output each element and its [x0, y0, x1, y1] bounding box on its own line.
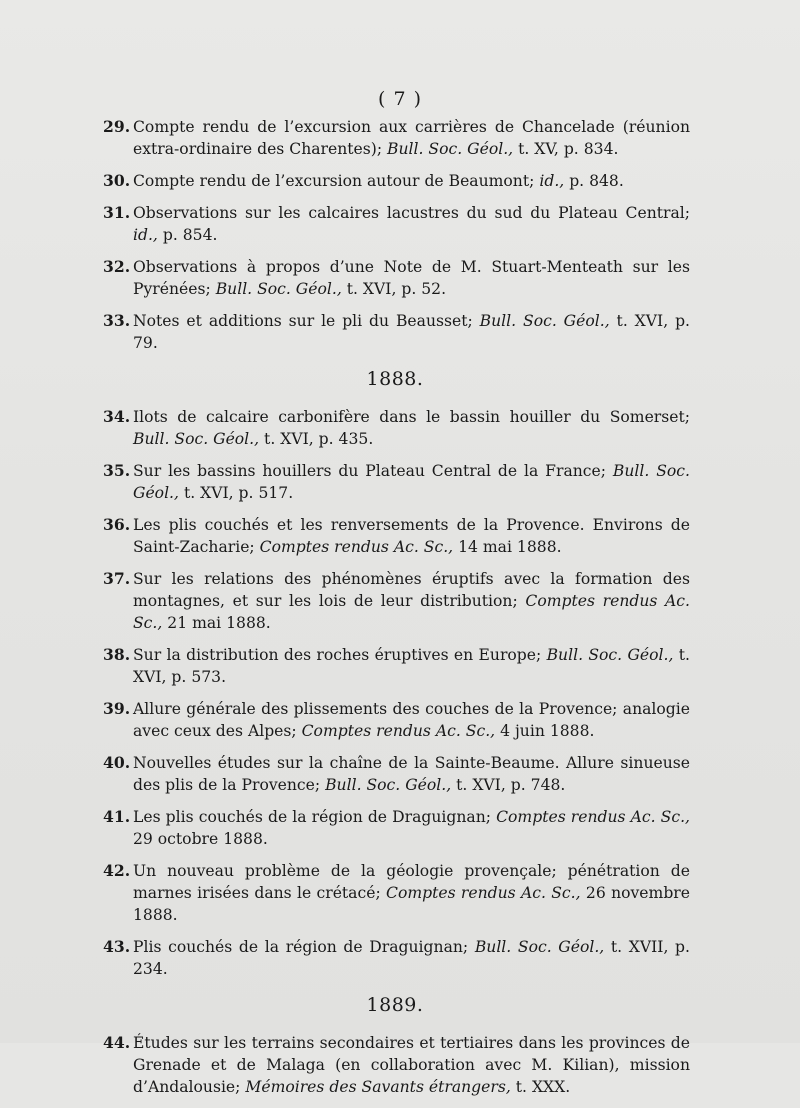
entry-text: 4 juin 1888. [495, 722, 595, 740]
entry-text: Sur les relations des phénomènes éruptifs avec la formation des montagnes, et sur les lois de leur distribution; [133, 570, 690, 610]
bibliography-entry [100, 860, 690, 926]
entry-text: 26 novembre 1888. [133, 884, 690, 924]
entry-text: Compte rendu de l’excursion autour de Beaumont; [133, 172, 540, 190]
entry-citation: Comptes rendus Ac. Sc., [496, 808, 690, 826]
bibliography-entry [100, 170, 690, 192]
bibliography-entry [100, 568, 690, 634]
bibliography-entry [100, 406, 690, 450]
entry-text: Nouvelles études sur la chaîne de la Sainte-Beaume. Allure sinueuse des plis de la Provence; [133, 754, 690, 794]
entry-citation: Bull. Soc. Géol., [387, 140, 514, 158]
bibliography-entry [100, 752, 690, 796]
entry-number: 33. [103, 311, 131, 330]
entry-number: 37. [103, 569, 131, 588]
entry-text: Allure générale des plissements des couches de la Provence; analogie avec ceux des Alpes; [133, 700, 690, 740]
bibliography-entry [100, 644, 690, 688]
entry-text: Études sur les terrains secondaires et tertiaires dans les provinces de Grenade et de Malaga (en collaboration avec M. Kilian), mission d’Andalousie; [133, 1034, 690, 1096]
bibliography-entry [100, 698, 690, 742]
bibliography-entry [100, 1032, 690, 1098]
entry-number: 29. [103, 117, 131, 136]
entry-text: p. 848. [564, 172, 624, 190]
entry-citation: Comptes rendus Ac. Sc., [133, 592, 690, 632]
bibliography-entry [100, 460, 690, 504]
entry-text: t. XVI, p. 79. [133, 312, 691, 352]
entry-text: Ilots de calcaire carbonifère dans le bassin houiller du Somerset; [133, 408, 690, 426]
entry-text: t. XV, p. 834. [513, 140, 619, 158]
entry-number: 44. [103, 1033, 131, 1052]
entry-text: t. XVI, p. 573. [133, 646, 690, 686]
entry-number: 30. [103, 171, 131, 190]
entry-text: Compte rendu de l’excursion aux carrières de Chancelade (réunion extra-ordinaire des Charentes); [133, 118, 690, 158]
entry-text: Sur les bassins houillers du Plateau Central de la France; [133, 462, 613, 480]
entry-citation: Bull. Soc. Géol., [474, 938, 605, 956]
bibliography-entry [100, 116, 690, 160]
entry-text: 14 mai 1888. [453, 538, 562, 556]
entry-number: 42. [103, 861, 131, 880]
entry-text: 29 octobre 1888. [133, 830, 268, 848]
entry-text: Sur la distribution des roches éruptives en Europe; [133, 646, 547, 664]
entry-citation: Bull. Soc. Géol., [215, 280, 342, 298]
entry-text: 21 mai 1888. [162, 614, 271, 632]
year-heading: 1889. [366, 994, 424, 1016]
page-number: ( 7 ) [378, 88, 422, 110]
entry-text: t. XVI, p. 52. [341, 280, 447, 298]
entry-text: Notes et additions sur le pli du Beausset; [133, 312, 480, 330]
bibliography-entry [100, 256, 690, 300]
entry-text: Observations à propos d’une Note de M. Stuart-Menteath sur les Pyrénées; [133, 258, 690, 298]
entry-citation: Bull. Soc. Géol., [479, 312, 610, 330]
bibliography-entry [100, 310, 690, 354]
entry-citation: id., [133, 226, 158, 244]
year-heading: 1888. [366, 368, 424, 390]
entry-number: 31. [103, 203, 131, 222]
entry-number: 41. [103, 807, 131, 826]
bibliography-entry [100, 806, 690, 850]
bibliography-entry [100, 514, 690, 558]
entry-text: Les plis couchés et les renversements de la Provence. Environs de Saint-Zacharie; [133, 516, 690, 556]
entry-citation: Comptes rendus Ac. Sc., [301, 722, 496, 740]
entry-number: 35. [103, 461, 131, 480]
entry-citation: Comptes rendus Ac. Sc., [386, 884, 581, 902]
entry-text: t. XVII, p. 234. [133, 938, 690, 978]
entry-text: Un nouveau problème de la géologie provençale; pénétration de marnes irisées dans le crétacé; [133, 862, 690, 902]
entry-number: 32. [103, 257, 131, 276]
entry-text: t. XVI, p. 435. [259, 430, 374, 448]
entry-number: 38. [103, 645, 131, 664]
entry-text: p. 854. [157, 226, 218, 244]
entry-number: 40. [103, 753, 131, 772]
entry-citation: id., [539, 172, 565, 190]
bibliography-entry [100, 936, 690, 980]
bibliography-list [100, 116, 690, 1108]
bibliography-entry [100, 202, 690, 246]
entry-text: Les plis couchés de la région de Draguignan; [133, 808, 497, 826]
entry-number: 34. [103, 407, 131, 426]
entry-citation: Comptes rendus Ac. Sc., [259, 538, 454, 556]
entry-citation: Mémoires des Savants étrangers, [245, 1078, 511, 1096]
entry-number: 43. [103, 937, 131, 956]
entry-text: Plis couchés de la région de Draguignan; [133, 938, 475, 956]
entry-text: t. XVI, p. 517. [178, 484, 294, 502]
entry-citation: Bull. Soc. Géol., [325, 776, 452, 794]
entry-citation: Bull. Soc. Géol., [546, 646, 674, 664]
entry-number: 36. [103, 515, 131, 534]
entry-citation: Bull. Soc. Géol., [133, 462, 690, 502]
entry-text: t. XVI, p. 748. [451, 776, 566, 794]
entry-text: Observations sur les calcaires lacustres du sud du Plateau Central; [133, 204, 690, 222]
entry-citation: Bull. Soc. Géol., [133, 430, 260, 448]
entry-text: t. XXX. [510, 1078, 571, 1096]
entry-number: 39. [103, 699, 131, 718]
